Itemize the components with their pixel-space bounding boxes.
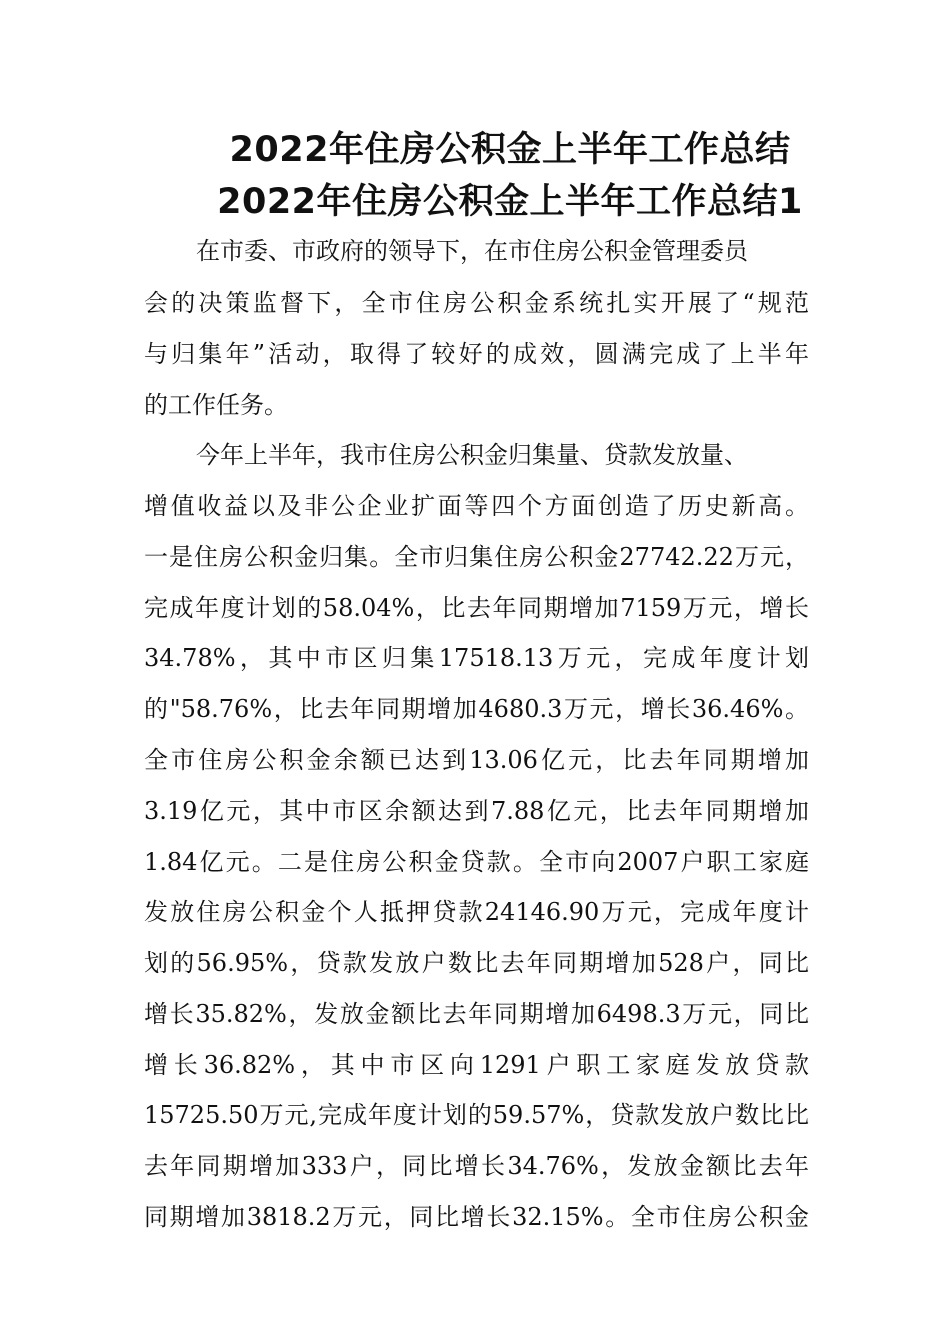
paragraph-2-line-12: 增长35.82%，发放金额比去年同期增加6498.3万元，同比 [144, 1000, 809, 1028]
paragraph-2-line-2: 增值收益以及非公企业扩面等四个方面创造了历史新高。 [144, 492, 809, 520]
paragraph-2-line-9: 1.84亿元。二是住房公积金贷款。全市向2007户职工家庭 [144, 848, 809, 876]
paragraph-2-line-10: 发放住房公积金个人抵押贷款24146.90万元，完成年度计 [144, 898, 809, 926]
paragraph-2-line-4: 完成年度计划的58.04%，比去年同期增加7159万元，增长 [144, 594, 809, 622]
paragraph-2-line-3: 一是住房公积金归集。全市归集住房公积金27742.22万元， [144, 543, 809, 571]
paragraph-2-line-8: 3.19亿元，其中市区余额达到7.88亿元，比去年同期增加 [144, 797, 809, 825]
document-subtitle: 2022年住房公积金上半年工作总结1 [217, 182, 803, 222]
paragraph-1-line-4: 的工作任务。 [144, 391, 288, 419]
paragraph-2-line-5: 34.78%，其中市区归集17518.13万元，完成年度计划 [144, 644, 809, 672]
paragraph-2-line-14: 15725.50万元,完成年度计划的59.57%，贷款发放户数比比 [144, 1101, 809, 1129]
document-title: 2022年住房公积金上半年工作总结 [229, 130, 791, 170]
paragraph-1-line-3: 与归集年”活动，取得了较好的成效，圆满完成了上半年 [144, 340, 809, 368]
paragraph-2-line-11: 划的56.95%，贷款发放户数比去年同期增加528户，同比 [144, 949, 809, 977]
paragraph-2-line-1: 今年上半年，我市住房公积金归集量、贷款发放量、 [196, 441, 748, 469]
paragraph-1-line-1: 在市委、市政府的领导下，在市住房公积金管理委员 [196, 237, 748, 265]
paragraph-2-line-13: 增长36.82%，其中市区向1291户职工家庭发放贷款 [144, 1051, 809, 1079]
paragraph-2-line-7: 全市住房公积金余额已达到13.06亿元，比去年同期增加 [144, 746, 809, 774]
paragraph-2-line-15: 去年同期增加333户，同比增长34.76%，发放金额比去年 [144, 1152, 809, 1180]
paragraph-1-line-2: 会的决策监督下，全市住房公积金系统扎实开展了“规范 [144, 289, 809, 317]
paragraph-2-line-16: 同期增加3818.2万元，同比增长32.15%。全市住房公积金 [144, 1203, 809, 1231]
paragraph-2-line-6: 的"58.76%，比去年同期增加4680.3万元，增长36.46%。 [144, 695, 809, 723]
